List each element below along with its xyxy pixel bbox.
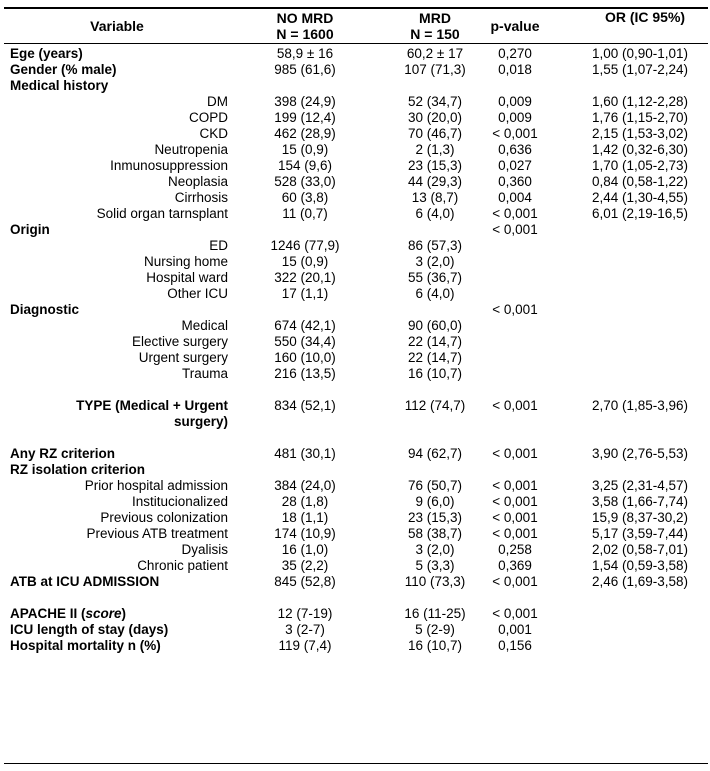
table-row bbox=[0, 270, 710, 286]
table-row bbox=[0, 334, 710, 350]
row-label: ICU length of stay (days) bbox=[10, 622, 169, 637]
cell-mrd: 16 (10,7) bbox=[407, 638, 463, 653]
table-row bbox=[0, 350, 710, 366]
cell-no-mrd: 3 (2-7) bbox=[285, 622, 325, 637]
header-mrd-label: MRD bbox=[419, 10, 451, 26]
cell-mrd: 5 (2-9) bbox=[415, 622, 455, 637]
row-label: Other ICU bbox=[167, 286, 228, 301]
table-row bbox=[0, 638, 710, 654]
row-label: Ege (years) bbox=[10, 46, 83, 61]
cell-no-mrd: 16 (1,0) bbox=[281, 542, 329, 557]
cell-mrd: 22 (14,7) bbox=[407, 350, 463, 365]
row-label: Solid organ tarnsplant bbox=[96, 206, 228, 221]
cell-mrd: 107 (71,3) bbox=[404, 62, 466, 77]
cell-no-mrd: 154 (9,6) bbox=[277, 158, 333, 173]
cell-no-mrd: 462 (28,9) bbox=[274, 126, 336, 141]
cell-or: 1,54 (0,59-3,58) bbox=[591, 558, 689, 573]
cell-p-value: 0,360 bbox=[498, 174, 532, 189]
table-row bbox=[0, 142, 710, 158]
row-label: TYPE (Medical + Urgent surgery) bbox=[76, 398, 228, 429]
cell-p-value: < 0,001 bbox=[492, 126, 538, 141]
cell-mrd: 86 (57,3) bbox=[407, 238, 463, 253]
cell-p-value: < 0,001 bbox=[492, 606, 538, 621]
row-label: CKD bbox=[199, 126, 228, 141]
row-label: Nursing home bbox=[143, 254, 228, 269]
table-row bbox=[0, 302, 710, 318]
row-label: ED bbox=[209, 238, 228, 253]
table-row bbox=[0, 78, 710, 94]
cell-no-mrd: 550 (34,4) bbox=[274, 334, 336, 349]
row-label: Hospital mortality n (%) bbox=[10, 638, 161, 653]
table-spacer-row bbox=[0, 382, 710, 398]
row-label: Neutropenia bbox=[154, 142, 228, 157]
cell-mrd: 70 (46,7) bbox=[407, 126, 463, 141]
cell-or: 1,60 (1,12-2,28) bbox=[591, 94, 689, 109]
table-row bbox=[0, 494, 710, 510]
header-variable: Variable bbox=[90, 18, 144, 34]
row-label: Urgent surgery bbox=[138, 350, 228, 365]
cell-mrd: 58 (38,7) bbox=[407, 526, 463, 541]
cell-p-value: 0,258 bbox=[498, 542, 532, 557]
cell-or: 1,42 (0,32-6,30) bbox=[591, 142, 689, 157]
cell-mrd: 55 (36,7) bbox=[407, 270, 463, 285]
table-spacer-row bbox=[0, 590, 710, 606]
table-row bbox=[0, 254, 710, 270]
cell-no-mrd: 35 (2,2) bbox=[281, 558, 329, 573]
cell-no-mrd: 834 (52,1) bbox=[274, 398, 336, 413]
cell-or: 15,9 (8,37-30,2) bbox=[591, 510, 689, 525]
cell-or: 3,90 (2,76-5,53) bbox=[591, 446, 689, 461]
cell-or: 2,02 (0,58-7,01) bbox=[591, 542, 689, 557]
cell-mrd: 60,2 ± 17 bbox=[406, 46, 464, 61]
cell-no-mrd: 384 (24,0) bbox=[274, 478, 336, 493]
row-label: Previous colonization bbox=[100, 510, 228, 525]
cell-no-mrd: 1246 (77,9) bbox=[270, 238, 340, 253]
table-row bbox=[0, 446, 710, 462]
row-label: Chronic patient bbox=[137, 558, 228, 573]
cell-mrd: 5 (3,3) bbox=[415, 558, 455, 573]
cell-p-value: < 0,001 bbox=[492, 574, 538, 589]
cell-no-mrd: 28 (1,8) bbox=[281, 494, 329, 509]
cell-p-value: 0,009 bbox=[498, 110, 532, 125]
cell-no-mrd: 11 (0,7) bbox=[282, 206, 328, 221]
cell-mrd: 3 (2,0) bbox=[415, 542, 455, 557]
table-row bbox=[0, 462, 710, 478]
cell-mrd: 22 (14,7) bbox=[407, 334, 463, 349]
cell-mrd: 94 (62,7) bbox=[407, 446, 463, 461]
cell-p-value: < 0,001 bbox=[492, 494, 538, 509]
row-label: APACHE II (score) bbox=[10, 606, 127, 621]
table-row bbox=[0, 110, 710, 126]
row-label: Neoplasia bbox=[167, 174, 228, 189]
cell-or: 2,70 (1,85-3,96) bbox=[591, 398, 689, 413]
row-label: DM bbox=[207, 94, 228, 109]
cell-no-mrd: 60 (3,8) bbox=[281, 190, 329, 205]
cell-mrd: 110 (73,3) bbox=[404, 574, 466, 589]
cell-no-mrd: 481 (30,1) bbox=[274, 446, 336, 461]
table-row bbox=[0, 94, 710, 110]
cell-p-value: < 0,001 bbox=[492, 446, 538, 461]
cell-or: 2,15 (1,53-3,02) bbox=[591, 126, 689, 141]
table-row bbox=[0, 622, 710, 638]
cell-or: 1,00 (0,90-1,01) bbox=[591, 46, 689, 61]
cell-mrd: 6 (4,0) bbox=[415, 206, 455, 221]
row-label: Elective surgery bbox=[131, 334, 228, 349]
row-label: Origin bbox=[10, 222, 50, 237]
cell-mrd: 13 (8,7) bbox=[411, 190, 459, 205]
row-label: Trauma bbox=[181, 366, 228, 381]
cell-no-mrd: 15 (0,9) bbox=[281, 254, 329, 269]
table-row bbox=[0, 574, 710, 590]
cell-mrd: 52 (34,7) bbox=[407, 94, 463, 109]
cell-mrd: 16 (11-25) bbox=[404, 606, 466, 621]
cell-or: 2,46 (1,69-3,58) bbox=[591, 574, 689, 589]
table-row bbox=[0, 510, 710, 526]
row-label: Diagnostic bbox=[10, 302, 80, 317]
row-label: Any RZ criterion bbox=[10, 446, 116, 461]
table-row bbox=[0, 126, 710, 142]
cell-no-mrd: 528 (33,0) bbox=[274, 174, 336, 189]
row-label: Hospital ward bbox=[146, 270, 228, 285]
table-row bbox=[0, 558, 710, 574]
cell-no-mrd: 15 (0,9) bbox=[281, 142, 329, 157]
row-label: Gender (% male) bbox=[10, 62, 117, 77]
cell-p-value: < 0,001 bbox=[492, 478, 538, 493]
cell-no-mrd: 845 (52,8) bbox=[274, 574, 336, 589]
cell-no-mrd: 199 (12,4) bbox=[274, 110, 336, 125]
table-row bbox=[0, 542, 710, 558]
row-label: ATB at ICU ADMISSION bbox=[10, 574, 160, 589]
row-label: COPD bbox=[188, 110, 228, 125]
cell-mrd: 30 (20,0) bbox=[407, 110, 463, 125]
cell-mrd: 90 (60,0) bbox=[407, 318, 463, 333]
table-row bbox=[0, 366, 710, 382]
cell-or: 0,84 (0,58-1,22) bbox=[591, 174, 689, 189]
cell-mrd: 2 (1,3) bbox=[415, 142, 455, 157]
header-no-mrd bbox=[245, 10, 365, 42]
table-row bbox=[0, 286, 710, 302]
table-row bbox=[0, 222, 710, 238]
row-label: Cirrhosis bbox=[174, 190, 228, 205]
table-body bbox=[0, 46, 710, 654]
table-row bbox=[0, 478, 710, 494]
cell-mrd: 6 (4,0) bbox=[415, 286, 455, 301]
cell-p-value: < 0,001 bbox=[492, 302, 538, 317]
cell-no-mrd: 674 (42,1) bbox=[274, 318, 336, 333]
cell-no-mrd: 119 (7,4) bbox=[278, 638, 332, 653]
cell-no-mrd: 322 (20,1) bbox=[274, 270, 336, 285]
cell-p-value: < 0,001 bbox=[492, 222, 538, 237]
row-label: Medical history bbox=[10, 78, 109, 93]
row-label: Dyalisis bbox=[181, 542, 228, 557]
cell-or: 5,17 (3,59-7,44) bbox=[591, 526, 689, 541]
cell-mrd: 76 (50,7) bbox=[407, 478, 463, 493]
row-label: Previous ATB treatment bbox=[86, 526, 228, 541]
row-label: Inmunosuppression bbox=[110, 158, 228, 173]
cell-p-value: < 0,001 bbox=[492, 398, 538, 413]
table-row bbox=[0, 398, 710, 430]
cell-or: 2,44 (1,30-4,55) bbox=[591, 190, 689, 205]
cell-p-value: 0,369 bbox=[498, 558, 532, 573]
header-no-mrd-n: N = 1600 bbox=[276, 26, 334, 42]
cell-p-value: 0,001 bbox=[498, 622, 532, 637]
row-label: Medical bbox=[181, 318, 228, 333]
cell-mrd: 112 (74,7) bbox=[404, 398, 466, 413]
cell-mrd: 23 (15,3) bbox=[407, 510, 463, 525]
table-row bbox=[0, 158, 710, 174]
cell-no-mrd: 58,9 ± 16 bbox=[276, 46, 334, 61]
cell-p-value: < 0,001 bbox=[492, 510, 538, 525]
table-spacer-row bbox=[0, 430, 710, 446]
cell-or: 3,58 (1,66-7,74) bbox=[591, 494, 689, 509]
cell-or: 1,76 (1,15-2,70) bbox=[591, 110, 689, 125]
cell-no-mrd: 985 (61,6) bbox=[274, 62, 336, 77]
row-label: RZ isolation criterion bbox=[10, 462, 146, 477]
table-row bbox=[0, 318, 710, 334]
cell-p-value: 0,018 bbox=[498, 62, 532, 77]
table-bottom-rule bbox=[4, 763, 708, 764]
header-no-mrd-label: NO MRD bbox=[276, 10, 334, 26]
table-row bbox=[0, 238, 710, 254]
table-row bbox=[0, 526, 710, 542]
header-p-value: p-value bbox=[490, 18, 540, 34]
table-row bbox=[0, 190, 710, 206]
header-mrd-n: N = 150 bbox=[410, 26, 460, 42]
cell-p-value: 0,004 bbox=[498, 190, 532, 205]
row-label: Prior hospital admission bbox=[84, 478, 228, 493]
cell-no-mrd: 174 (10,9) bbox=[274, 526, 336, 541]
cell-mrd: 44 (29,3) bbox=[407, 174, 463, 189]
cell-p-value: < 0,001 bbox=[492, 206, 538, 221]
cell-p-value: < 0,001 bbox=[492, 526, 538, 541]
cell-p-value: 0,009 bbox=[498, 94, 532, 109]
cell-mrd: 9 (6,0) bbox=[415, 494, 455, 509]
table-row bbox=[0, 606, 710, 622]
cell-mrd: 23 (15,3) bbox=[407, 158, 463, 173]
header-rule bbox=[4, 43, 708, 44]
cell-or: 6,01 (2,19-16,5) bbox=[591, 206, 689, 221]
cell-no-mrd: 12 (7-19) bbox=[277, 606, 333, 621]
cell-p-value: 0,027 bbox=[498, 158, 532, 173]
cell-or: 1,55 (1,07-2,24) bbox=[591, 62, 689, 77]
table-row bbox=[0, 46, 710, 62]
header-or: OR (IC 95%) bbox=[604, 9, 686, 25]
cell-or: 1,70 (1,05-2,73) bbox=[591, 158, 689, 173]
cell-p-value: 0,270 bbox=[498, 46, 532, 61]
cell-no-mrd: 17 (1,1) bbox=[281, 286, 329, 301]
cell-or: 3,25 (2,31-4,57) bbox=[591, 478, 689, 493]
cell-no-mrd: 18 (1,1) bbox=[281, 510, 329, 525]
cell-p-value: 0,156 bbox=[498, 638, 532, 653]
cell-mrd: 3 (2,0) bbox=[415, 254, 455, 269]
table-row bbox=[0, 62, 710, 78]
cell-p-value: 0,636 bbox=[498, 142, 532, 157]
cell-no-mrd: 398 (24,9) bbox=[274, 94, 336, 109]
cell-no-mrd: 160 (10,0) bbox=[274, 350, 336, 365]
row-label: Institucionalized bbox=[131, 494, 228, 509]
cell-mrd: 16 (10,7) bbox=[407, 366, 463, 381]
table-row bbox=[0, 206, 710, 222]
table-row bbox=[0, 174, 710, 190]
cell-no-mrd: 216 (13,5) bbox=[274, 366, 336, 381]
